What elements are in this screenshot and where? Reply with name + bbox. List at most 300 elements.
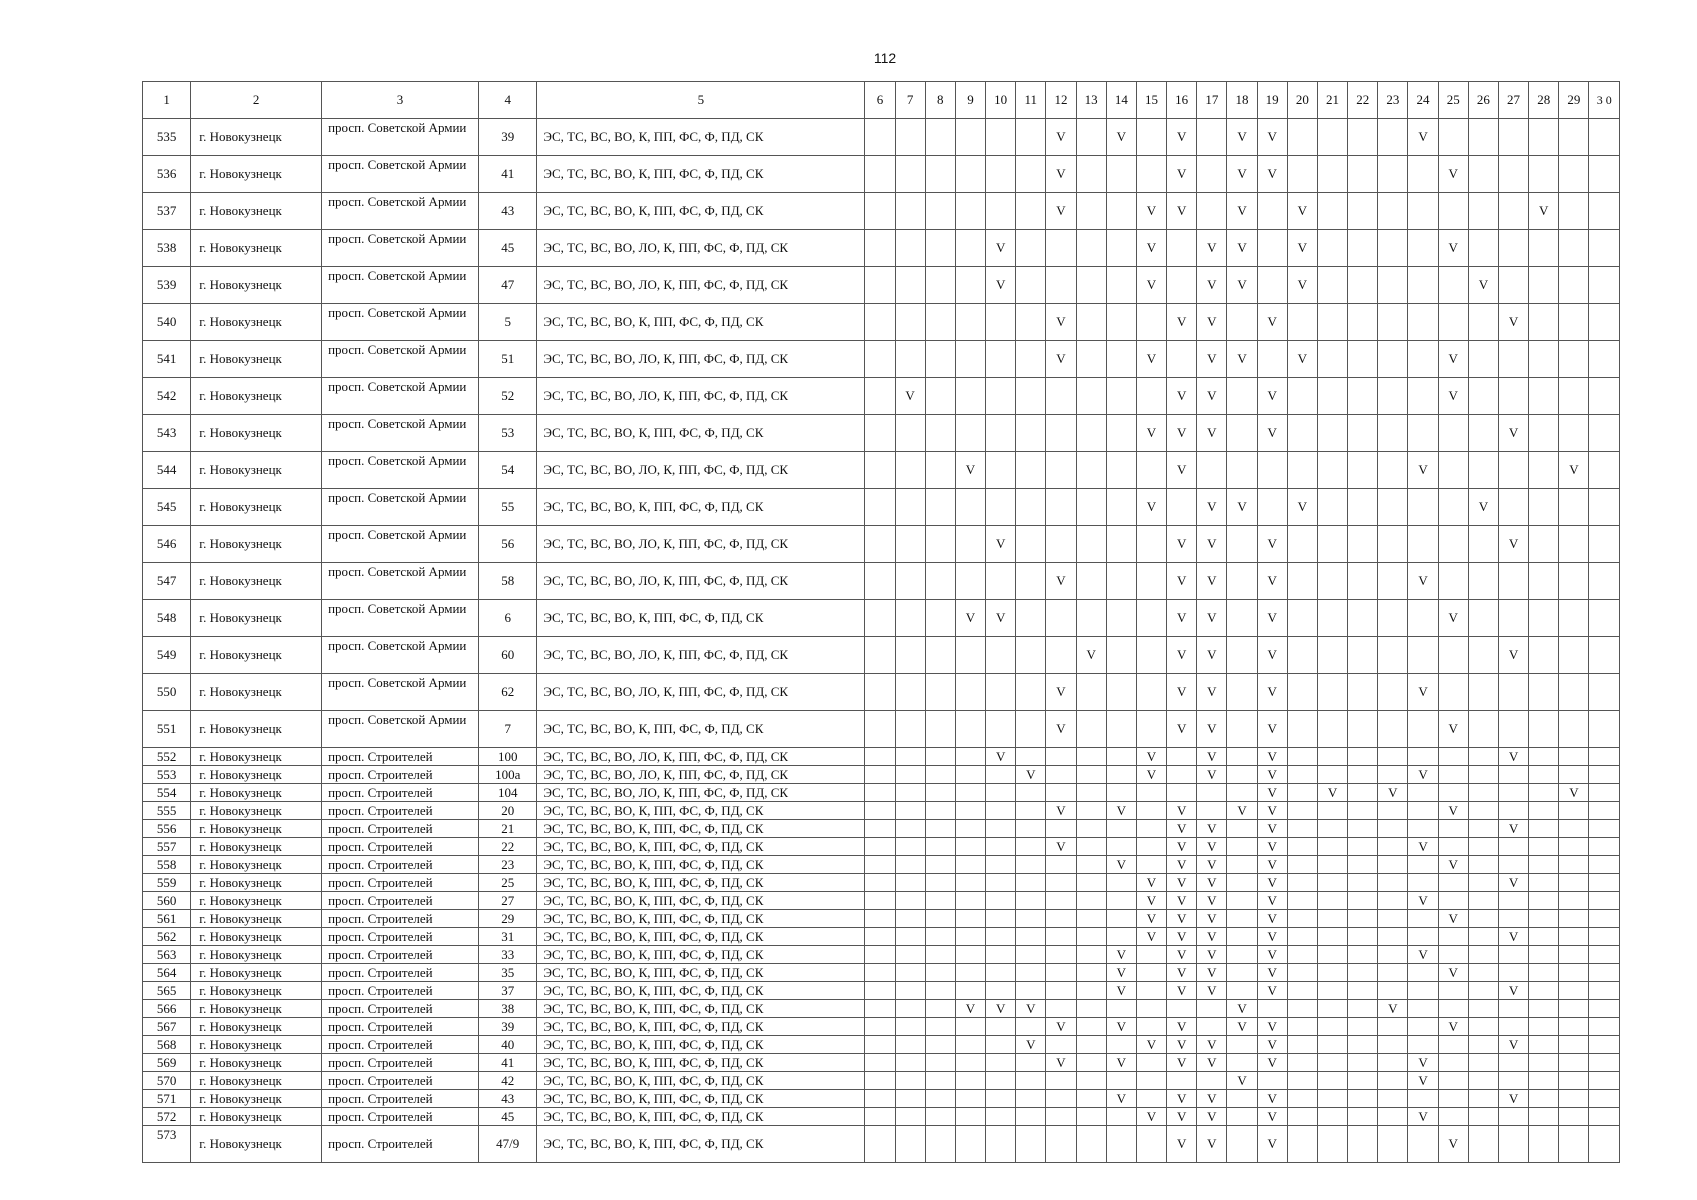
empty-cell-col-24 (1408, 156, 1438, 193)
table-row (143, 1108, 1620, 1126)
empty-cell-col-22 (1348, 1036, 1378, 1054)
check-mark-col-17: V (1197, 946, 1227, 964)
empty-cell-col-25 (1438, 874, 1468, 892)
empty-cell-col-9 (955, 820, 985, 838)
column-header-15: 15 (1136, 82, 1166, 119)
empty-cell-col-7 (895, 600, 925, 637)
check-mark-col-15: V (1136, 1036, 1166, 1054)
empty-cell-col-12 (1046, 748, 1076, 766)
empty-cell-col-24 (1408, 820, 1438, 838)
empty-cell-col-9 (955, 946, 985, 964)
empty-cell-col-6 (865, 982, 895, 1000)
empty-cell-col-9 (955, 748, 985, 766)
column-header-7: 7 (895, 82, 925, 119)
row-number: 541 (143, 341, 191, 378)
empty-cell-col-30 (1589, 378, 1620, 415)
services-cell: ЭС, ТС, ВС, ВО, К, ПП, ФС, Ф, ПД, СК (537, 1036, 865, 1054)
empty-cell-col-6 (865, 711, 895, 748)
check-mark-col-17: V (1197, 711, 1227, 748)
empty-cell-col-23 (1378, 874, 1408, 892)
empty-cell-col-23 (1378, 1108, 1408, 1126)
empty-cell-col-22 (1348, 928, 1378, 946)
empty-cell-col-18 (1227, 1054, 1257, 1072)
empty-cell-col-21 (1317, 1126, 1347, 1163)
empty-cell-col-16 (1167, 267, 1197, 304)
empty-cell-col-29 (1559, 341, 1589, 378)
empty-cell-col-23 (1378, 563, 1408, 600)
empty-cell-col-15 (1136, 1000, 1166, 1018)
empty-cell-col-22 (1348, 982, 1378, 1000)
empty-cell-col-25 (1438, 1108, 1468, 1126)
empty-cell-col-13 (1076, 892, 1106, 910)
check-mark-col-12: V (1046, 304, 1076, 341)
city-cell: г. Новокузнецк (191, 341, 322, 378)
empty-cell-col-17 (1197, 119, 1227, 156)
street-cell: просп. Строителей (322, 982, 479, 1000)
house-number-cell: 60 (479, 637, 537, 674)
empty-cell-col-6 (865, 267, 895, 304)
check-mark-col-18: V (1227, 489, 1257, 526)
empty-cell-col-10 (986, 802, 1016, 820)
empty-cell-col-11 (1016, 1090, 1046, 1108)
empty-cell-col-13 (1076, 1126, 1106, 1163)
street-cell: просп. Строителей (322, 766, 479, 784)
empty-cell-col-9 (955, 230, 985, 267)
empty-cell-col-30 (1589, 928, 1620, 946)
empty-cell-col-14 (1106, 193, 1136, 230)
empty-cell-col-29 (1559, 600, 1589, 637)
empty-cell-col-9 (955, 982, 985, 1000)
empty-cell-col-27 (1498, 838, 1528, 856)
empty-cell-col-14 (1106, 1108, 1136, 1126)
empty-cell-col-22 (1348, 1108, 1378, 1126)
empty-cell-col-30 (1589, 1018, 1620, 1036)
empty-cell-col-10 (986, 711, 1016, 748)
table-row (143, 1126, 1620, 1163)
column-header-6: 6 (865, 82, 895, 119)
empty-cell-col-21 (1317, 748, 1347, 766)
empty-cell-col-18 (1227, 838, 1257, 856)
empty-cell-col-7 (895, 1018, 925, 1036)
services-cell: ЭС, ТС, ВС, ВО, К, ПП, ФС, Ф, ПД, СК (537, 304, 865, 341)
check-mark-col-10: V (986, 600, 1016, 637)
empty-cell-col-10 (986, 982, 1016, 1000)
empty-cell-col-8 (925, 1018, 955, 1036)
empty-cell-col-13 (1076, 1108, 1106, 1126)
empty-cell-col-21 (1317, 637, 1347, 674)
empty-cell-col-21 (1317, 563, 1347, 600)
services-cell: ЭС, ТС, ВС, ВО, К, ПП, ФС, Ф, ПД, СК (537, 964, 865, 982)
empty-cell-col-27 (1498, 766, 1528, 784)
services-cell: ЭС, ТС, ВС, ВО, К, ПП, ФС, Ф, ПД, СК (537, 820, 865, 838)
services-cell: ЭС, ТС, ВС, ВО, ЛО, К, ПП, ФС, Ф, ПД, СК (537, 378, 865, 415)
empty-cell-col-9 (955, 563, 985, 600)
empty-cell-col-23 (1378, 964, 1408, 982)
empty-cell-col-19 (1257, 452, 1287, 489)
row-number: 558 (143, 856, 191, 874)
empty-cell-col-9 (955, 910, 985, 928)
empty-cell-col-10 (986, 637, 1016, 674)
empty-cell-col-26 (1468, 230, 1498, 267)
empty-cell-col-26 (1468, 193, 1498, 230)
city-cell: г. Новокузнецк (191, 452, 322, 489)
empty-cell-col-6 (865, 563, 895, 600)
empty-cell-col-10 (986, 119, 1016, 156)
empty-cell-col-6 (865, 156, 895, 193)
column-header-19: 19 (1257, 82, 1287, 119)
empty-cell-col-27 (1498, 711, 1528, 748)
empty-cell-col-28 (1529, 1072, 1559, 1090)
check-mark-col-17: V (1197, 964, 1227, 982)
empty-cell-col-24 (1408, 267, 1438, 304)
empty-cell-col-28 (1529, 304, 1559, 341)
row-number: 547 (143, 563, 191, 600)
street-cell: просп. Строителей (322, 1090, 479, 1108)
check-mark-col-24: V (1408, 1054, 1438, 1072)
row-number: 540 (143, 304, 191, 341)
empty-cell-col-17 (1197, 156, 1227, 193)
empty-cell-col-24 (1408, 304, 1438, 341)
empty-cell-col-24 (1408, 802, 1438, 820)
empty-cell-col-10 (986, 193, 1016, 230)
empty-cell-col-10 (986, 766, 1016, 784)
check-mark-col-27: V (1498, 820, 1528, 838)
empty-cell-col-7 (895, 230, 925, 267)
empty-cell-col-6 (865, 1108, 895, 1126)
row-number: 548 (143, 600, 191, 637)
empty-cell-col-22 (1348, 820, 1378, 838)
column-header-27: 27 (1498, 82, 1528, 119)
check-mark-col-27: V (1498, 1036, 1528, 1054)
empty-cell-col-7 (895, 766, 925, 784)
empty-cell-col-10 (986, 1126, 1016, 1163)
check-mark-col-20: V (1287, 489, 1317, 526)
empty-cell-col-20 (1287, 1072, 1317, 1090)
table-row (143, 766, 1620, 784)
empty-cell-col-29 (1559, 415, 1589, 452)
check-mark-col-25: V (1438, 910, 1468, 928)
empty-cell-col-24 (1408, 415, 1438, 452)
empty-cell-col-24 (1408, 526, 1438, 563)
empty-cell-col-30 (1589, 1054, 1620, 1072)
empty-cell-col-30 (1589, 1108, 1620, 1126)
column-header-2: 2 (191, 82, 322, 119)
city-cell: г. Новокузнецк (191, 1000, 322, 1018)
empty-cell-col-11 (1016, 1054, 1046, 1072)
empty-cell-col-25 (1438, 267, 1468, 304)
empty-cell-col-30 (1589, 193, 1620, 230)
empty-cell-col-9 (955, 1126, 985, 1163)
empty-cell-col-27 (1498, 193, 1528, 230)
empty-cell-col-16 (1167, 748, 1197, 766)
check-mark-col-17: V (1197, 341, 1227, 378)
empty-cell-col-13 (1076, 1072, 1106, 1090)
empty-cell-col-12 (1046, 1000, 1076, 1018)
empty-cell-col-23 (1378, 820, 1408, 838)
empty-cell-col-30 (1589, 230, 1620, 267)
empty-cell-col-27 (1498, 784, 1528, 802)
empty-cell-col-13 (1076, 964, 1106, 982)
empty-cell-col-30 (1589, 1000, 1620, 1018)
empty-cell-col-6 (865, 230, 895, 267)
empty-cell-col-12 (1046, 1126, 1076, 1163)
city-cell: г. Новокузнецк (191, 982, 322, 1000)
check-mark-col-12: V (1046, 1018, 1076, 1036)
empty-cell-col-6 (865, 674, 895, 711)
empty-cell-col-16 (1167, 766, 1197, 784)
check-mark-col-17: V (1197, 982, 1227, 1000)
check-mark-col-24: V (1408, 766, 1438, 784)
empty-cell-col-27 (1498, 119, 1528, 156)
check-mark-col-7: V (895, 378, 925, 415)
empty-cell-col-25 (1438, 1054, 1468, 1072)
row-number: 560 (143, 892, 191, 910)
row-number: 563 (143, 946, 191, 964)
empty-cell-col-30 (1589, 637, 1620, 674)
empty-cell-col-15 (1136, 1054, 1166, 1072)
empty-cell-col-28 (1529, 637, 1559, 674)
empty-cell-col-10 (986, 1054, 1016, 1072)
empty-cell-col-26 (1468, 674, 1498, 711)
empty-cell-col-28 (1529, 802, 1559, 820)
empty-cell-col-11 (1016, 1108, 1046, 1126)
empty-cell-col-7 (895, 838, 925, 856)
check-mark-col-27: V (1498, 415, 1528, 452)
check-mark-col-25: V (1438, 964, 1468, 982)
check-mark-col-19: V (1257, 600, 1287, 637)
empty-cell-col-30 (1589, 856, 1620, 874)
empty-cell-col-10 (986, 946, 1016, 964)
empty-cell-col-9 (955, 304, 985, 341)
empty-cell-col-28 (1529, 910, 1559, 928)
empty-cell-col-28 (1529, 563, 1559, 600)
empty-cell-col-10 (986, 1018, 1016, 1036)
empty-cell-col-8 (925, 452, 955, 489)
empty-cell-col-29 (1559, 489, 1589, 526)
street-cell: просп. Советской Армии (322, 230, 479, 267)
check-mark-col-27: V (1498, 304, 1528, 341)
empty-cell-col-29 (1559, 964, 1589, 982)
empty-cell-col-28 (1529, 341, 1559, 378)
empty-cell-col-10 (986, 1108, 1016, 1126)
check-mark-col-27: V (1498, 874, 1528, 892)
empty-cell-col-21 (1317, 600, 1347, 637)
address-register-table (142, 81, 1620, 1163)
empty-cell-col-14 (1106, 637, 1136, 674)
house-number-cell: 52 (479, 378, 537, 415)
empty-cell-col-12 (1046, 378, 1076, 415)
check-mark-col-17: V (1197, 1054, 1227, 1072)
empty-cell-col-13 (1076, 452, 1106, 489)
empty-cell-col-15 (1136, 784, 1166, 802)
check-mark-col-12: V (1046, 1054, 1076, 1072)
empty-cell-col-29 (1559, 637, 1589, 674)
empty-cell-col-21 (1317, 711, 1347, 748)
empty-cell-col-25 (1438, 928, 1468, 946)
empty-cell-col-11 (1016, 982, 1046, 1000)
services-cell: ЭС, ТС, ВС, ВО, К, ПП, ФС, Ф, ПД, СК (537, 982, 865, 1000)
empty-cell-col-9 (955, 378, 985, 415)
empty-cell-col-30 (1589, 820, 1620, 838)
empty-cell-col-7 (895, 267, 925, 304)
empty-cell-col-22 (1348, 711, 1378, 748)
empty-cell-col-15 (1136, 563, 1166, 600)
check-mark-col-19: V (1257, 1090, 1287, 1108)
empty-cell-col-21 (1317, 267, 1347, 304)
empty-cell-col-13 (1076, 674, 1106, 711)
empty-cell-col-29 (1559, 856, 1589, 874)
empty-cell-col-19 (1257, 489, 1287, 526)
empty-cell-col-22 (1348, 637, 1378, 674)
house-number-cell: 41 (479, 156, 537, 193)
empty-cell-col-24 (1408, 1126, 1438, 1163)
street-cell: просп. Советской Армии (322, 378, 479, 415)
empty-cell-col-10 (986, 1072, 1016, 1090)
empty-cell-col-13 (1076, 119, 1106, 156)
street-cell: просп. Советской Армии (322, 156, 479, 193)
empty-cell-col-10 (986, 910, 1016, 928)
check-mark-col-14: V (1106, 946, 1136, 964)
services-cell: ЭС, ТС, ВС, ВО, К, ПП, ФС, Ф, ПД, СК (537, 1072, 865, 1090)
check-mark-col-21: V (1317, 784, 1347, 802)
empty-cell-col-22 (1348, 838, 1378, 856)
check-mark-col-17: V (1197, 1090, 1227, 1108)
empty-cell-col-26 (1468, 1036, 1498, 1054)
empty-cell-col-7 (895, 415, 925, 452)
empty-cell-col-21 (1317, 489, 1347, 526)
street-cell: просп. Советской Армии (322, 637, 479, 674)
check-mark-col-16: V (1167, 910, 1197, 928)
street-cell: просп. Советской Армии (322, 267, 479, 304)
check-mark-col-14: V (1106, 119, 1136, 156)
empty-cell-col-26 (1468, 119, 1498, 156)
page-number: 112 (873, 50, 897, 66)
check-mark-col-17: V (1197, 563, 1227, 600)
row-number: 552 (143, 748, 191, 766)
empty-cell-col-10 (986, 1090, 1016, 1108)
empty-cell-col-11 (1016, 838, 1046, 856)
empty-cell-col-27 (1498, 892, 1528, 910)
empty-cell-col-8 (925, 119, 955, 156)
empty-cell-col-18 (1227, 910, 1257, 928)
empty-cell-col-23 (1378, 766, 1408, 784)
empty-cell-col-12 (1046, 267, 1076, 304)
empty-cell-col-21 (1317, 892, 1347, 910)
empty-cell-col-18 (1227, 874, 1257, 892)
empty-cell-col-23 (1378, 267, 1408, 304)
empty-cell-col-18 (1227, 1126, 1257, 1163)
empty-cell-col-29 (1559, 156, 1589, 193)
column-header-22: 22 (1348, 82, 1378, 119)
empty-cell-col-8 (925, 193, 955, 230)
house-number-cell: 58 (479, 563, 537, 600)
empty-cell-col-6 (865, 119, 895, 156)
city-cell: г. Новокузнецк (191, 784, 322, 802)
empty-cell-col-12 (1046, 892, 1076, 910)
column-header-17: 17 (1197, 82, 1227, 119)
empty-cell-col-22 (1348, 600, 1378, 637)
street-cell: просп. Строителей (322, 820, 479, 838)
empty-cell-col-13 (1076, 711, 1106, 748)
check-mark-col-19: V (1257, 982, 1287, 1000)
column-header-14: 14 (1106, 82, 1136, 119)
empty-cell-col-28 (1529, 711, 1559, 748)
empty-cell-col-9 (955, 156, 985, 193)
table-row (143, 637, 1620, 674)
row-number: 557 (143, 838, 191, 856)
check-mark-col-27: V (1498, 1090, 1528, 1108)
empty-cell-col-6 (865, 452, 895, 489)
empty-cell-col-13 (1076, 856, 1106, 874)
check-mark-col-25: V (1438, 600, 1468, 637)
empty-cell-col-29 (1559, 928, 1589, 946)
empty-cell-col-9 (955, 193, 985, 230)
empty-cell-col-9 (955, 784, 985, 802)
services-cell: ЭС, ТС, ВС, ВО, К, ПП, ФС, Ф, ПД, СК (537, 600, 865, 637)
empty-cell-col-13 (1076, 1018, 1106, 1036)
check-mark-col-16: V (1167, 637, 1197, 674)
column-header-20: 20 (1287, 82, 1317, 119)
empty-cell-col-23 (1378, 341, 1408, 378)
table-row (143, 452, 1620, 489)
services-cell: ЭС, ТС, ВС, ВО, К, ПП, ФС, Ф, ПД, СК (537, 874, 865, 892)
check-mark-col-16: V (1167, 1126, 1197, 1163)
empty-cell-col-20 (1287, 784, 1317, 802)
empty-cell-col-26 (1468, 838, 1498, 856)
empty-cell-col-27 (1498, 489, 1528, 526)
check-mark-col-16: V (1167, 711, 1197, 748)
empty-cell-col-23 (1378, 1036, 1408, 1054)
empty-cell-col-29 (1559, 748, 1589, 766)
empty-cell-col-29 (1559, 526, 1589, 563)
row-number: 535 (143, 119, 191, 156)
table-row (143, 674, 1620, 711)
house-number-cell: 20 (479, 802, 537, 820)
check-mark-col-20: V (1287, 267, 1317, 304)
empty-cell-col-22 (1348, 1018, 1378, 1036)
services-cell: ЭС, ТС, ВС, ВО, ЛО, К, ПП, ФС, Ф, ПД, СК (537, 784, 865, 802)
row-number: 543 (143, 415, 191, 452)
house-number-cell: 31 (479, 928, 537, 946)
check-mark-col-12: V (1046, 193, 1076, 230)
empty-cell-col-16 (1167, 1072, 1197, 1090)
empty-cell-col-9 (955, 856, 985, 874)
empty-cell-col-22 (1348, 563, 1378, 600)
services-cell: ЭС, ТС, ВС, ВО, К, ПП, ФС, Ф, ПД, СК (537, 415, 865, 452)
city-cell: г. Новокузнецк (191, 1036, 322, 1054)
empty-cell-col-14 (1106, 600, 1136, 637)
empty-cell-col-13 (1076, 766, 1106, 784)
street-cell: просп. Строителей (322, 946, 479, 964)
empty-cell-col-12 (1046, 784, 1076, 802)
empty-cell-col-14 (1106, 267, 1136, 304)
house-number-cell: 47 (479, 267, 537, 304)
empty-cell-col-26 (1468, 820, 1498, 838)
table-row (143, 1018, 1620, 1036)
empty-cell-col-24 (1408, 856, 1438, 874)
check-mark-col-16: V (1167, 838, 1197, 856)
empty-cell-col-29 (1559, 766, 1589, 784)
empty-cell-col-13 (1076, 1054, 1106, 1072)
table-row (143, 964, 1620, 982)
empty-cell-col-17 (1197, 452, 1227, 489)
services-cell: ЭС, ТС, ВС, ВО, К, ПП, ФС, Ф, ПД, СК (537, 119, 865, 156)
empty-cell-col-7 (895, 820, 925, 838)
empty-cell-col-6 (865, 1072, 895, 1090)
empty-cell-col-20 (1287, 1036, 1317, 1054)
empty-cell-col-21 (1317, 838, 1347, 856)
street-cell: просп. Строителей (322, 1126, 479, 1163)
